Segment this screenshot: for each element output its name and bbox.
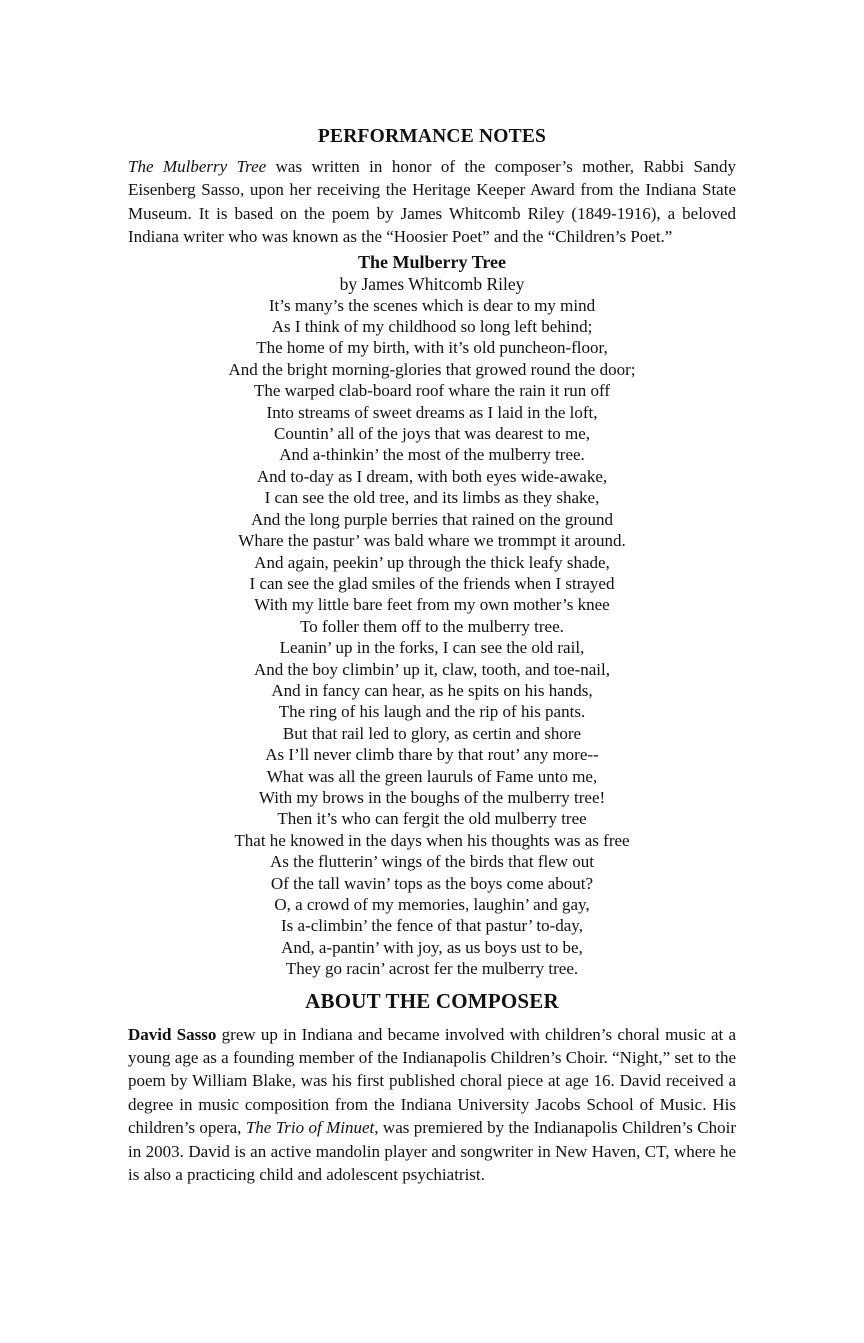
poem-line: And a-thinkin’ the most of the mulberry tree. <box>279 445 585 465</box>
text-run: , was premiered by the Indianapolis Children’s Choir in 2003. David is an active mandolin player and songwriter in New Haven, CT, where he is also a practicing child and adolescent psychiatrist. <box>128 1118 737 1185</box>
poem-line: And to-day as I dream, with both eyes wide-awake, <box>256 466 608 486</box>
poem-line: To foller them off to the mulberry tree. <box>300 616 564 636</box>
poem-section <box>128 251 736 980</box>
poem-line: Is a-climbin’ the fence of that pastur’ to-day, <box>281 916 583 936</box>
performance-notes-paragraph <box>128 155 736 249</box>
poem-line: With my little bare feet from my own mother’s knee <box>254 595 610 615</box>
poem-line: The warped clab-board roof whare the rain it run off <box>253 381 611 401</box>
poem-line: And the boy climbin’ up it, claw, tooth, and toe-nail, <box>254 659 610 679</box>
poem-line: I can see the glad smiles of the friends when I strayed <box>249 573 615 593</box>
poem-line: They go racin’ acrost fer the mulberry tree. <box>285 959 579 979</box>
poem-line: And the bright morning-glories that growed round the door; <box>228 359 636 379</box>
poem-line: The ring of his laugh and the rip of his pants. <box>278 702 586 722</box>
poem-line: The home of my birth, with it’s old puncheon-floor, <box>256 338 608 358</box>
text-run: The Mulberry Tree <box>128 157 267 176</box>
text-run: David Sasso <box>128 1024 217 1044</box>
poem-line: It’s many’s the scenes which is dear to my mind <box>268 295 596 315</box>
poem-line: And in fancy can hear, as he spits on his hands, <box>271 680 593 700</box>
performance-notes-heading: PERFORMANCE NOTES <box>317 126 547 147</box>
text-run: The Trio of Minuet <box>245 1118 375 1138</box>
poem-lines <box>128 295 736 980</box>
poem-line: But that rail led to glory, as certin and shore <box>282 723 582 743</box>
poem-line: O, a crowd of my memories, laughin’ and gay, <box>274 895 590 914</box>
poem-line: As I’ll never climb thare by that rout’ any more-- <box>265 745 599 765</box>
document-page <box>128 0 736 1186</box>
about-composer-heading: ABOUT THE COMPOSER <box>305 988 559 1013</box>
poem-line: Of the tall wavin’ tops as the boys come about? <box>270 873 594 893</box>
text-run: grew up in Indiana and became involved with children’s choral music at a young age as a founding member of the Indianapolis Children’s Choir. “Night,” set to the poem by William Blake, was his first published choral piece at age 16. David received a degree in music composition from the Indiana University Jacobs School of Music. His children’s opera, <box>128 1024 737 1138</box>
poem-line: And, a-pantin’ with joy, as us boys ust to be, <box>281 937 583 957</box>
poem-line: That he knowed in the days when his thoughts was as free <box>234 830 630 850</box>
poem-line: Then it’s who can fergit the old mulberry tree <box>277 809 587 829</box>
poem-line: And again, peekin’ up through the thick leafy shade, <box>254 552 610 572</box>
poem-line: As I think of my childhood so long left behind; <box>271 317 593 337</box>
poem-line: Into streams of sweet dreams as I laid in the loft, <box>266 402 598 422</box>
poem-line: Whare the pastur’ was bald whare we trommpt it around. <box>238 531 626 551</box>
poem-line: I can see the old tree, and its limbs as they shake, <box>264 488 600 508</box>
poem-line: And the long purple berries that rained on the ground <box>250 509 614 529</box>
about-composer-paragraph <box>128 1023 736 1187</box>
poem-title: The Mulberry Tree <box>358 251 506 272</box>
poem-line: Countin’ all of the joys that was dearest to me, <box>273 424 590 444</box>
poem-byline: by James Whitcomb Riley <box>339 273 525 294</box>
poem-line: With my brows in the boughs of the mulberry tree! <box>258 787 606 807</box>
poem-line: As the flutterin’ wings of the birds that flew out <box>269 852 595 872</box>
text-run: was written in honor of the composer’s mother, Rabbi Sandy Eisenberg Sasso, upon her receiving the Heritage Keeper Award from the Indiana State Museum. It is based on the poem by James Whitcomb Riley (1849-1916), a beloved Indiana writer who was known as the “Hoosier Poet” and the “Children’s Poet.” <box>128 157 736 247</box>
poem-line: What was all the green lauruls of Fame unto me, <box>266 766 598 786</box>
poem-line: Leanin’ up in the forks, I can see the old rail, <box>279 638 585 658</box>
